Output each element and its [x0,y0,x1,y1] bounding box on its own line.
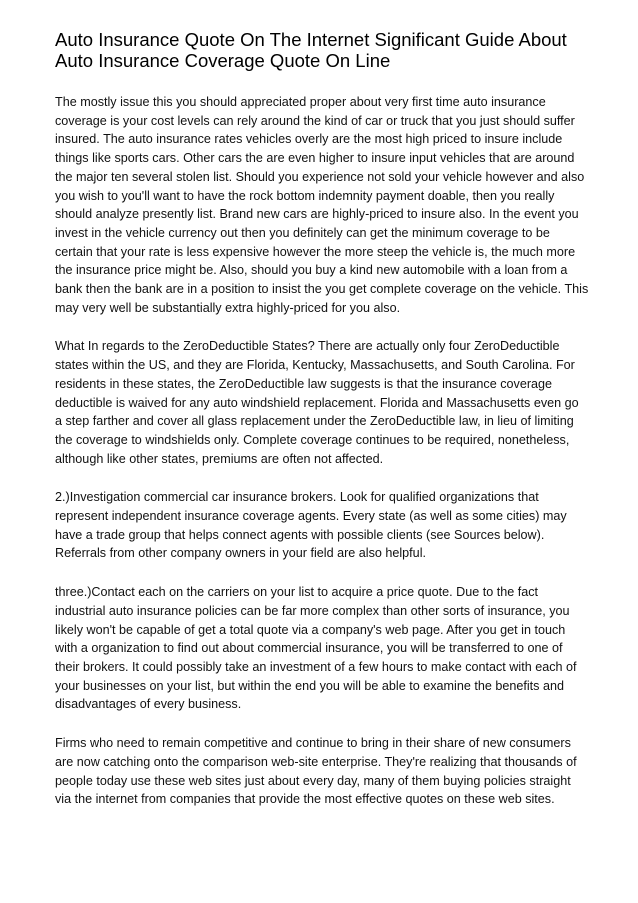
paragraph-comparison-websites: Firms who need to remain competitive and continue to bring in their share of new consumers are now catching onto the comparison web-site enterprise. They're realizing that thousands of people today use these web sites just about every day, many of them buying policies straight via the internet from companies that provide the most effective quotes on these web sites. [55,736,577,807]
document-page [55,29,589,829]
document-title: Auto Insurance Quote On The Internet Significant Guide About Auto Insurance Coverage Quote On Line [55,29,567,71]
paragraph-vehicle-cost: The mostly issue this you should appreciated proper about very first time auto insurance coverage is your cost levels can rely around the kind of car or truck that you just should suffer insured. The auto insurance rates vehicles overly are the most high priced to insure include things like sports cars. Other cars the are even higher to insure input vehicles that are around the major ten several stolen list. Should you experience not sold your vehicle however and also you wish to you'll want to have the rock bottom indemnity payment doable, then you really should analyze presently list. Brand new cars are highly-priced to insure also. In the event you invest in the vehicle currency out then you definitely can get the minimum coverage to be certain that your rate is less expensive however the more steep the vehicle is, the much more the insurance price might be. Also, should you buy a kind new automobile with a loan from a bank then the bank are in a position to insist the you get complete coverage on the vehicle. This may very well be substantially extra highly-priced for you also. [55,95,589,315]
paragraph-zero-deductible-states: What In regards to the ZeroDeductible States? There are actually only four ZeroDeductible states within the US, and they are Florida, Kentucky, Massachusetts, and South Carolina. For residents in these states, the ZeroDeductible law suggests is that the insurance coverage deductible is waived for any auto windshield replacement. Florida and Massachusetts even go a step farther and cover all glass replacement under the ZeroDeductible law, in lieu of limiting the coverage to windshields only. Complete coverage continues to be required, nonetheless, although like other states, premiums are often not affected. [55,339,579,466]
paragraph-contact-carriers: three.)Contact each on the carriers on your list to acquire a price quote. Due to the fact industrial auto insurance policies can be far more complex than other sorts of insurance, you likely won't be capable of get a total quote via a company's web page. After you get in touch with a organization to find out about commercial insurance, you will be transferred to one of their brokers. It could possibly take an investment of a few hours to make contact with each of your businesses on your list, but within the end you will be able to examine the benefits and disadvantages of every business. [55,585,577,712]
paragraph-investigate-brokers: 2.)Investigation commercial car insurance brokers. Look for qualified organizations that represent independent insurance coverage agents. Every state (as well as some cities) may have a trade group that helps connect agents with possible clients (see Sources below). Referrals from other company owners in your field are also helpful. [55,490,567,561]
